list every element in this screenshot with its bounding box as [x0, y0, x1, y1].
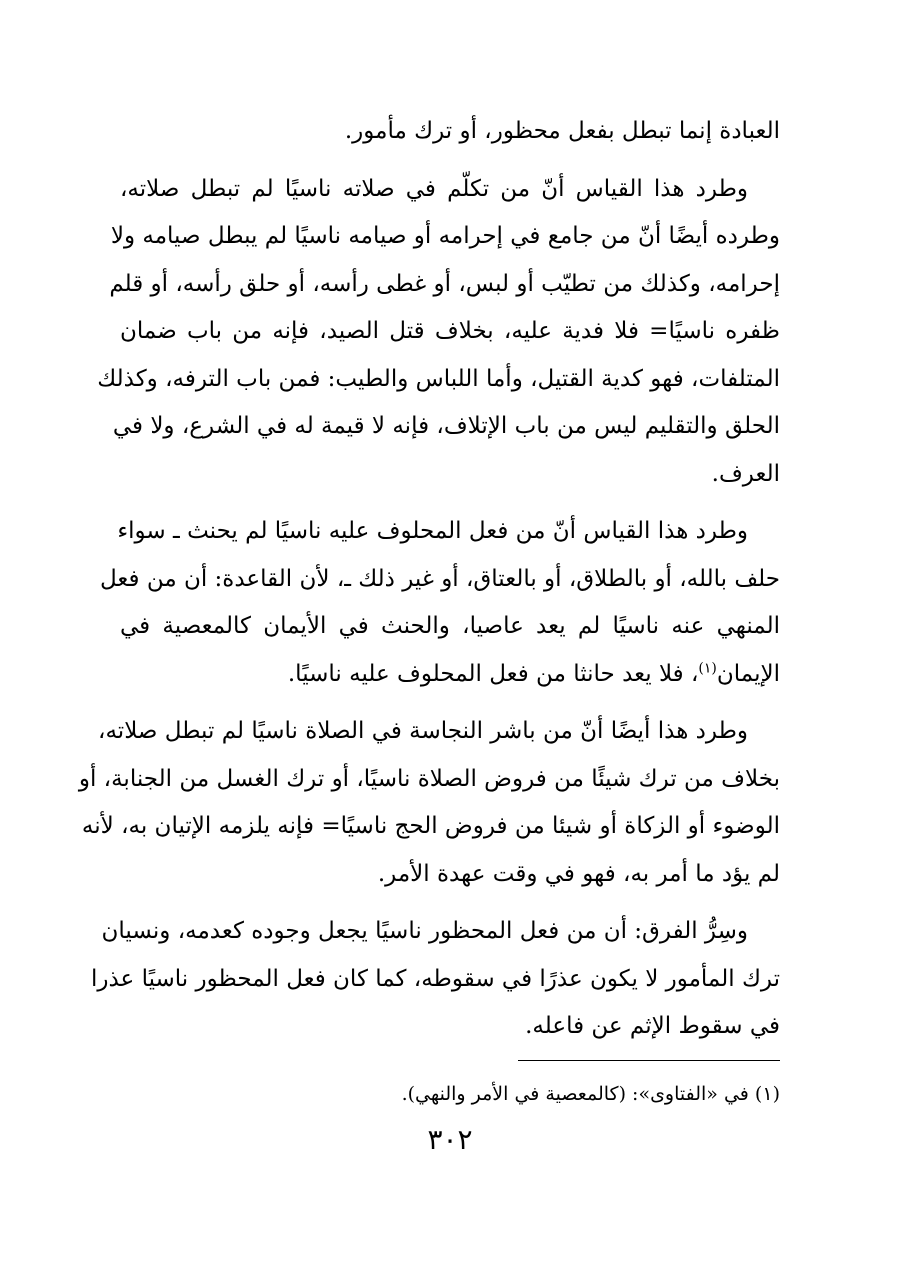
- text-line: إحرامه، وكذلك من تطيّب أو لبس، أو غطى رأسه، أو حلق رأسه، أو قلم: [109, 270, 780, 297]
- paragraph-3: [100, 508, 780, 698]
- text-line: لم يؤد ما أمر به، فهو في وقت عهدة الأمر.: [377, 860, 780, 887]
- text-line: ظفره ناسيًا= فلا فدية عليه، بخلاف قتل الصيد، فإنه من باب ضمان: [120, 318, 780, 344]
- text-line: المتلفات، فهو كدية القتيل، وأما اللباس والطيب: فمن باب الترفه، وكذلك: [97, 365, 780, 392]
- text-line: بخلاف من ترك شيئًا من فروض الصلاة ناسيًا، أو ترك الغسل من الجنابة، أو: [78, 765, 780, 792]
- text-line: الحلق والتقليم ليس من باب الإتلاف، فإنه لا قيمة له في الشرع، ولا في: [112, 413, 780, 439]
- text-line: في سقوط الإثم عن فاعله.: [525, 1013, 780, 1039]
- text-fragment: الإيمان: [716, 660, 780, 687]
- footnote-divider: [518, 1060, 780, 1061]
- footnote-reference: (١): [698, 659, 717, 676]
- paragraph-1: [120, 108, 780, 156]
- text-fragment: ، فلا يعد حانثا من فعل المحلوف عليه ناسيًا.: [287, 660, 699, 687]
- text-line: وطرد هذا القياس أنّ من تكلّم في صلاته ناسيًا لم تبطل صلاته،: [120, 175, 748, 202]
- footnote: (١) في «الفتاوى»: (كالمعصية في الأمر والنهي).: [401, 1083, 780, 1105]
- text-line: العرف.: [711, 460, 780, 487]
- text-line: المنهي عنه ناسيًا لم يعد عاصيا، والحنث في الأيمان كالمعصية في: [120, 613, 780, 639]
- text-line: الوضوء أو الزكاة أو شيئا من فروض الحج ناسيًا= فإنه يلزمه الإتيان به، لأنه: [81, 813, 780, 839]
- paragraph-5: [90, 908, 780, 1051]
- page-number: ٣٠٢: [427, 1123, 473, 1156]
- paragraph-4: [78, 708, 780, 898]
- text-line-with-footnote: [120, 651, 780, 699]
- text-line: وطرده أيضًا أنّ من جامع في إحرامه أو صيامه ناسيًا لم يبطل صيامه ولا: [110, 223, 780, 249]
- text-line: وسِرُّ الفرق: أن من فعل المحظور ناسيًا يجعل وجوده كعدمه، ونسيان: [101, 918, 748, 944]
- page-body: [78, 108, 780, 1051]
- text-line: حلف بالله، أو بالطلاق، أو بالعتاق، أو غير ذلك ـ، لأن القاعدة: أن من فعل: [100, 565, 780, 592]
- text-line: وطرد هذا أيضًا أنّ من باشر النجاسة في الصلاة ناسيًا لم تبطل صلاته،: [98, 718, 748, 744]
- text-line: وطرد هذا القياس أنّ من فعل المحلوف عليه ناسيًا لم يحنث ـ سواء: [117, 518, 748, 544]
- paragraph-2: [97, 166, 780, 499]
- text-line: العبادة إنما تبطل بفعل محظور، أو ترك مأمور.: [344, 118, 780, 144]
- text-line: ترك المأمور لا يكون عذرًا في سقوطه، كما كان فعل المحظور ناسيًا عذرا: [90, 965, 780, 992]
